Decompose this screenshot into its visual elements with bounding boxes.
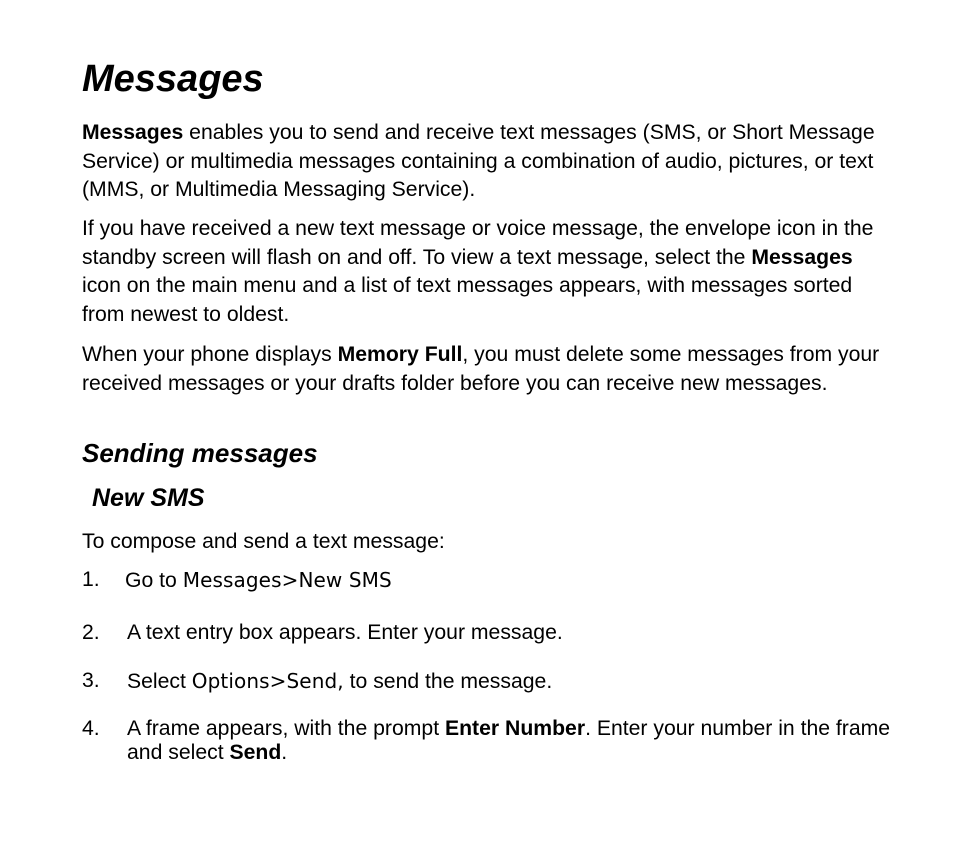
step-text <box>127 717 892 765</box>
step-text-part: Select <box>127 670 192 693</box>
steps-intro: To compose and send a text message: <box>82 530 445 553</box>
new-message-paragraph <box>82 215 887 329</box>
step-text-part: . <box>281 741 288 764</box>
step-text <box>125 568 890 593</box>
bold-term: Send <box>229 741 282 764</box>
memory-full-paragraph <box>82 341 887 398</box>
paragraph-text: icon on the main menu and a list of text messages appears, with messages sorted from newest to oldest. <box>82 274 853 326</box>
paragraph-text: When your phone displays <box>82 343 338 366</box>
bold-term: Messages <box>751 245 853 269</box>
step-text-part: . Enter your number in the frame and select <box>127 717 891 764</box>
menu-path: Options>Send, <box>191 669 344 693</box>
step-number: 4. <box>82 717 100 740</box>
step-text <box>127 669 892 694</box>
paragraph-text: , you must delete some messages from your received messages or your drafts folder before you can receive new messages. <box>82 343 880 395</box>
paragraph-text: If you have received a new text message or voice message, the envelope icon in the standby screen will flash on and off. To view a text message, select the <box>82 217 874 269</box>
step-text: A text entry box appears. Enter your message. <box>127 621 563 644</box>
subsection-heading: New SMS <box>92 484 205 512</box>
step-text-part: Go to <box>125 569 183 592</box>
menu-path: Messages>New SMS <box>182 568 392 592</box>
intro-paragraph <box>82 119 887 205</box>
paragraph-text: enables you to send and receive text messages (SMS, or Short Message Service) or multimedia messages containing a combination of audio, pictures, or text (MMS, or Multimedia Messaging Service). <box>82 121 875 202</box>
step-text-part: A frame appears, with the prompt <box>127 717 445 740</box>
step-number: 2. <box>82 621 100 644</box>
bold-term: Enter Number <box>444 717 586 740</box>
bold-term: Messages <box>82 121 184 144</box>
step-number: 3. <box>82 669 100 692</box>
bold-term: Memory Full <box>337 343 463 366</box>
page-title: Messages <box>82 58 264 100</box>
step-text-part: to send the message. <box>343 670 553 693</box>
step-number: 1. <box>82 568 100 591</box>
section-heading: Sending messages <box>82 438 318 468</box>
